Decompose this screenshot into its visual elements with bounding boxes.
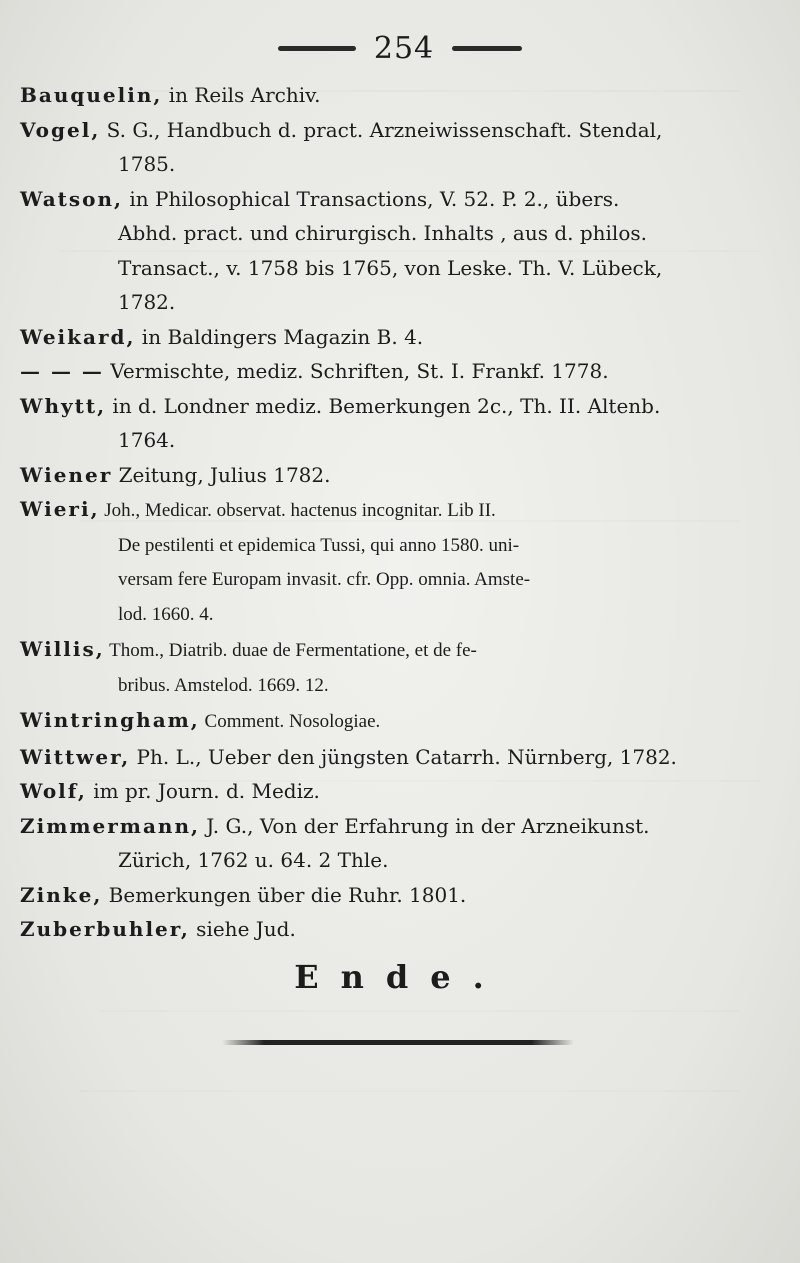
entry-continuation: 1785. xyxy=(118,152,176,176)
entry-author: Zimmermann, xyxy=(20,813,200,838)
entry-continuation: 1764. xyxy=(118,428,176,452)
page-number: 254 xyxy=(373,30,435,66)
entry-author: Whytt, xyxy=(20,393,107,418)
entry-text: Ph. L., Ueber den jüngsten Catarrh. Nürnberg, 1782. xyxy=(130,744,677,769)
entry-text: J. G., Von der Erfahrung in der Arzneikunst. xyxy=(199,813,650,838)
bibliography-entry xyxy=(20,809,720,878)
entry-text: in d. Londner mediz. Bemerkungen 2c., Th. II. Altenb. xyxy=(106,393,661,418)
header-rule-right xyxy=(452,46,522,51)
entry-author: Vogel, xyxy=(20,117,101,142)
entry-continuation: 1782. xyxy=(118,290,176,314)
entry-continuation: lod. 1660. 4. xyxy=(118,603,214,625)
entry-author: Wieri, xyxy=(20,497,100,521)
bibliography-entry xyxy=(20,182,720,320)
entry-text: Vermischte, mediz. Schriften, St. I. Frankf. 1778. xyxy=(103,359,609,383)
bibliography-list xyxy=(20,78,720,947)
entry-author: — — — xyxy=(20,359,104,383)
bibliography-entry xyxy=(20,774,720,809)
entry-author: Wolf, xyxy=(20,779,87,803)
entry-text: Joh., Medicar. observat. hactenus incognitar. Lib II. xyxy=(99,500,496,521)
entry-continuation: bribus. Amstelod. 1669. 12. xyxy=(118,674,329,696)
entry-text: siehe Jud. xyxy=(189,917,296,941)
bibliography-entry xyxy=(20,492,720,632)
entry-text: Zeitung, Julius 1782. xyxy=(112,462,331,487)
entry-text: im pr. Journ. d. Mediz. xyxy=(86,779,320,803)
entry-author: Watson, xyxy=(20,186,124,211)
entry-continuation: Transact., v. 1758 bis 1765, von Leske. Th. V. Lübeck, xyxy=(118,255,663,280)
entry-text: Thom., Diatrib. duae de Fermentatione, et de fe- xyxy=(104,640,477,661)
finis-mark: Ende. xyxy=(294,958,506,996)
entry-author: Zuberbuhler, xyxy=(20,917,190,941)
entry-text: in Philosophical Transactions, V. 52. P. 2., übers. xyxy=(123,186,620,211)
bibliography-entry xyxy=(20,703,720,740)
bibliography-entry xyxy=(20,113,720,182)
bibliography-entry xyxy=(20,78,720,113)
entry-continuation: Zürich, 1762 u. 64. 2 Thle. xyxy=(118,848,389,872)
bibliography-entry xyxy=(20,320,720,355)
bibliography-entry xyxy=(20,632,720,703)
bibliography-entry xyxy=(20,878,720,913)
entry-author: Willis, xyxy=(20,637,105,661)
entry-continuation: De pestilenti et epidemica Tussi, qui anno 1580. uni- xyxy=(118,534,520,556)
entry-author: Wittwer, xyxy=(20,744,131,769)
bibliography-entry xyxy=(20,458,720,493)
entry-text: Bemerkungen über die Ruhr. 1801. xyxy=(102,882,467,907)
header-rule-left xyxy=(278,46,356,51)
entry-author: Bauquelin, xyxy=(20,83,163,107)
entry-author: Wintringham, xyxy=(20,708,200,732)
bibliography-entry xyxy=(20,740,720,775)
entry-author: Wiener xyxy=(20,462,113,487)
tailpiece-rule xyxy=(222,1040,574,1045)
entry-author: Weikard, xyxy=(20,324,136,349)
bibliography-entry xyxy=(20,912,720,947)
entry-text: S. G., Handbuch d. pract. Arzneiwissenschaft. Stendal, xyxy=(100,117,663,142)
entry-text: in Baldingers Magazin B. 4. xyxy=(135,324,424,349)
page-header xyxy=(0,28,800,68)
entry-text: Comment. Nosologiae. xyxy=(199,711,381,732)
entry-author: Zinke, xyxy=(20,882,103,907)
entry-continuation: Abhd. pract. und chirurgisch. Inhalts , aus d. philos. xyxy=(118,221,647,245)
entry-text: in Reils Archiv. xyxy=(162,83,321,107)
bibliography-entry xyxy=(20,389,720,458)
bibliography-entry xyxy=(20,354,720,389)
entry-continuation: versam fere Europam invasit. cfr. Opp. omnia. Amste- xyxy=(118,569,531,590)
